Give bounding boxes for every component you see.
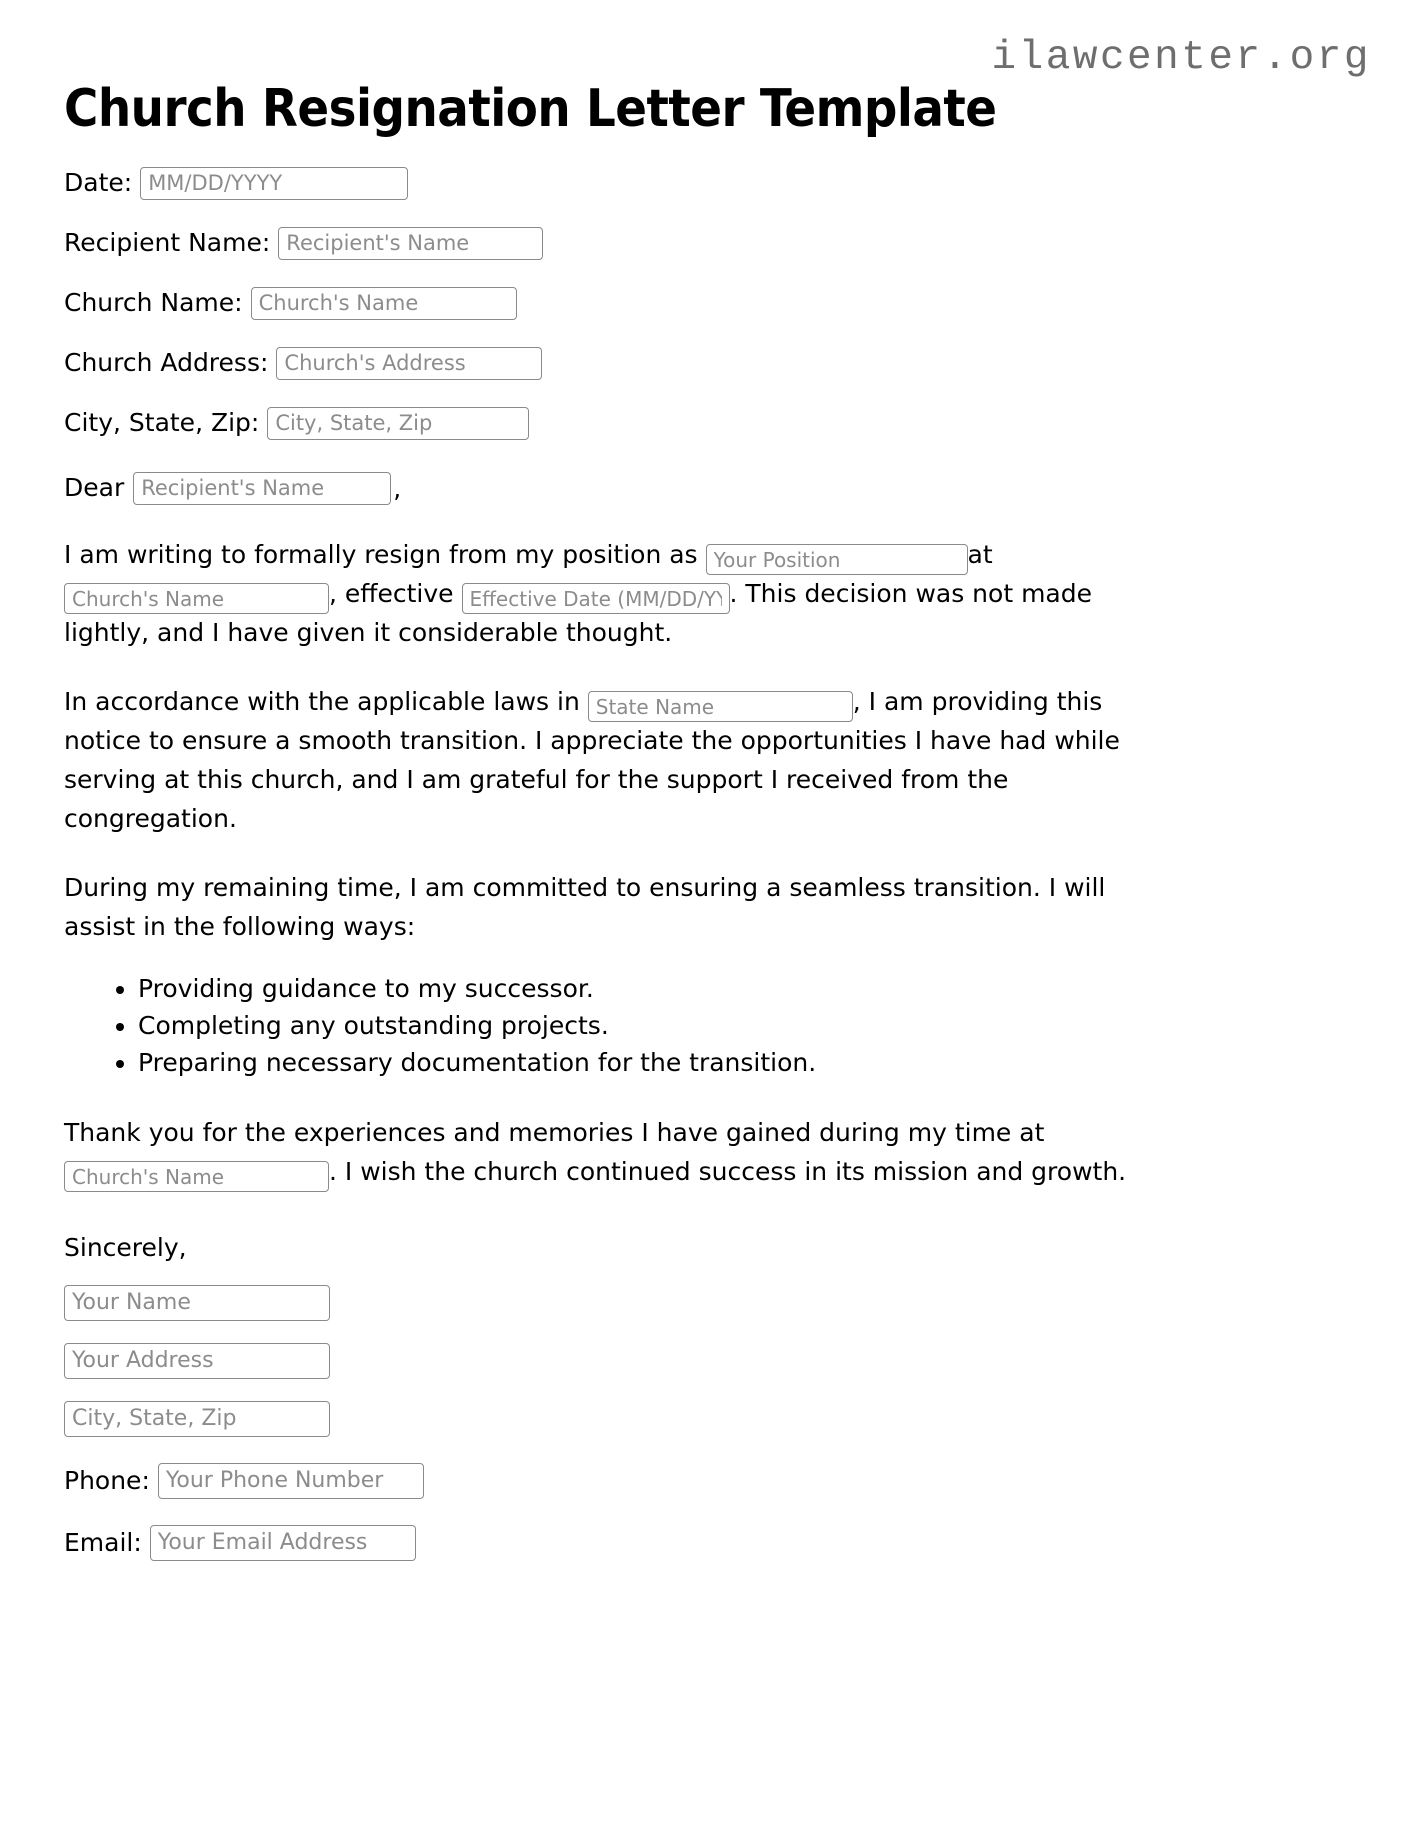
paragraph-resignation-text-1: I am writing to formally resign from my position as <box>64 539 698 569</box>
paragraph-laws-text-1: In accordance with the applicable laws in <box>64 686 580 716</box>
church-address-input[interactable] <box>276 347 542 380</box>
paragraph-thanks-text-1: Thank you for the experiences and memories I have gained during my time at <box>64 1117 1045 1147</box>
church-name-thanks-input[interactable] <box>64 1161 329 1192</box>
field-row-email <box>64 1525 1347 1561</box>
recipient-name-input[interactable] <box>278 227 543 260</box>
label-phone: Phone: <box>64 1465 150 1495</box>
site-brand-watermark: ilawcenter.org <box>991 35 1371 81</box>
church-name-inline-input[interactable] <box>64 583 329 614</box>
field-row-phone <box>64 1463 1347 1499</box>
paragraph-resignation-text-2: at <box>967 539 993 569</box>
salutation-row <box>64 472 1347 505</box>
field-row-your-city-state-zip <box>64 1401 1347 1437</box>
page-title: Church Resignation Letter Template <box>64 79 997 139</box>
church-city-state-zip-input[interactable] <box>267 407 529 440</box>
email-input[interactable] <box>150 1525 416 1561</box>
label-church-city-state-zip: City, State, Zip: <box>64 408 260 438</box>
list-item: • Preparing necessary documentation for the transition. <box>138 1046 1347 1079</box>
your-address-input[interactable] <box>64 1343 330 1379</box>
salutation-recipient-input[interactable] <box>133 472 391 505</box>
effective-date-input[interactable] <box>462 583 730 614</box>
field-row-your-address <box>64 1343 1347 1379</box>
paragraph-resignation-text-4: . This decision was not made lightly, and I have given it considerable thought. <box>64 578 1092 647</box>
state-name-input[interactable] <box>588 691 853 722</box>
paragraph-resignation-text-3: , effective <box>329 578 454 608</box>
date-input[interactable] <box>140 167 408 200</box>
paragraph-thanks <box>64 1113 1149 1191</box>
list-item: • Completing any outstanding projects. <box>138 1009 1347 1042</box>
assistance-list <box>64 972 1347 1079</box>
phone-input[interactable] <box>158 1463 424 1499</box>
label-church-address: Church Address: <box>64 348 269 378</box>
field-row-church-address <box>64 347 1347 380</box>
field-row-church-city-state-zip <box>64 407 1347 440</box>
your-city-state-zip-input[interactable] <box>64 1401 330 1437</box>
field-row-date <box>64 167 1347 200</box>
field-row-church-name <box>64 287 1347 320</box>
paragraph-laws-text-2: , I am providing this notice to ensure a smooth transition. I appreciate the opportunities I have had while serving at this church, and I am grateful for the support I received from the congregation. <box>64 686 1120 833</box>
salutation-comma: , <box>393 473 402 503</box>
label-church-name: Church Name: <box>64 288 243 318</box>
your-name-input[interactable] <box>64 1285 330 1321</box>
label-recipient-name: Recipient Name: <box>64 228 271 258</box>
field-row-recipient-name <box>64 227 1347 260</box>
your-position-input[interactable] <box>706 544 968 575</box>
church-name-input[interactable] <box>251 287 517 320</box>
field-row-your-name <box>64 1285 1347 1321</box>
sign-off: Sincerely, <box>64 1232 187 1262</box>
paragraph-transition: During my remaining time, I am committed to ensuring a seamless transition. I will assist in the following ways: <box>64 872 1106 941</box>
list-item: • Providing guidance to my successor. <box>138 972 1347 1005</box>
paragraph-resignation <box>64 535 1149 652</box>
paragraph-laws <box>64 682 1149 838</box>
label-email: Email: <box>64 1527 142 1557</box>
paragraph-thanks-text-2: . I wish the church continued success in its mission and growth. <box>329 1156 1127 1186</box>
label-dear: Dear <box>64 473 125 503</box>
label-date: Date: <box>64 168 133 198</box>
